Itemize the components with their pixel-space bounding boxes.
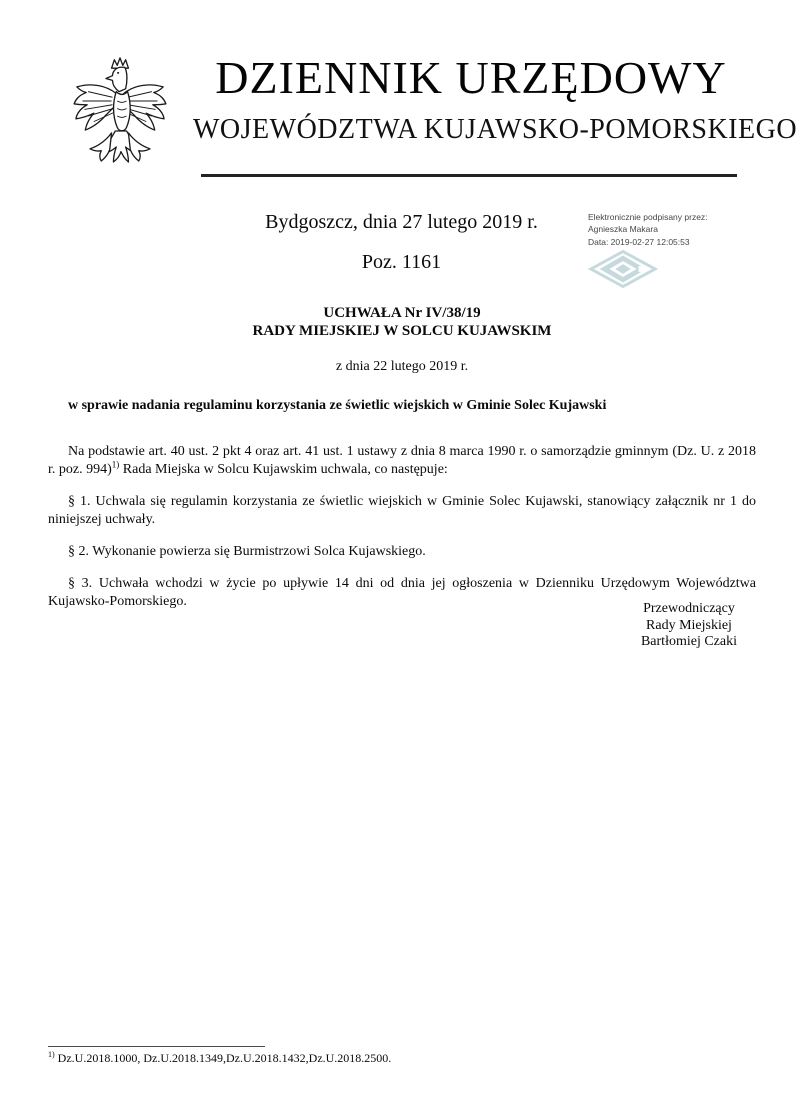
journal-subtitle: WOJEWÓDZTWA KUJAWSKO-POMORSKIEGO <box>193 114 798 145</box>
preamble-paragraph <box>48 443 756 479</box>
footnote-reference: 1) <box>111 459 120 470</box>
paragraph-1 <box>48 493 756 529</box>
esignature-block <box>588 211 728 248</box>
resolution-body <box>48 304 756 625</box>
signature-name: Bartłomiej Czaki <box>640 634 737 649</box>
position-number: Poz. 1161 <box>361 251 442 273</box>
preamble-text-2: Rada Miejska w Solcu Kujawskim uchwala, co następuje: <box>119 462 448 477</box>
resolution-subject: w sprawie nadania regulaminu korzystania ze świetlic wiejskich w Gminie Solec Kujawski <box>68 398 607 413</box>
esignature-signer: Agnieszka Makara <box>588 224 658 235</box>
footnote-divider <box>48 1046 265 1047</box>
resolution-title-line2: RADY MIEJSKIEJ W SOLCU KUJAWSKIM <box>252 323 552 339</box>
signature-role: Przewodniczący <box>643 601 735 616</box>
paragraph-2-marker: § 2. <box>68 544 89 559</box>
esignature-label: Elektronicznie podpisany przez: <box>588 212 708 222</box>
header-divider <box>201 174 737 177</box>
signature-body: Rady Miejskiej <box>646 617 732 633</box>
resolution-title-line1: UCHWAŁA Nr IV/38/19 <box>323 305 481 321</box>
footnote <box>48 1051 748 1066</box>
journal-header <box>193 52 798 147</box>
esignature-date: Data: 2019-02-27 12:05:53 <box>588 236 690 247</box>
paragraph-2-text: Wykonanie powierza się Burmistrzowi Solca Kujawskiego. <box>89 544 426 559</box>
paragraph-3-text: Uchwała wchodzi w życie po upływie 14 dni od dnia jej ogłoszenia w Dzienniku Urzędowym Województwa Kujawsko-Pomorskiego. <box>48 576 757 609</box>
resolution-date: z dnia 22 lutego 2019 r. <box>335 359 469 374</box>
paragraph-2 <box>48 543 756 561</box>
signature-block <box>641 601 737 651</box>
place-date-line: Bydgoszcz, dnia 27 lutego 2019 r. <box>265 211 538 233</box>
footnote-marker: 1) <box>48 1050 55 1059</box>
footnote-text: Dz.U.2018.1000, Dz.U.2018.1349,Dz.U.2018.1432,Dz.U.2018.2500. <box>54 1051 392 1065</box>
journal-title: DZIENNIK URZĘDOWY <box>215 52 727 103</box>
paragraph-1-marker: § 1. <box>68 494 91 509</box>
preamble-text-1: Na podstawie art. 40 ust. 2 pkt 4 oraz art. 41 ust. 1 ustawy z dnia 8 marca 1990 r. o samorządzie gminnym (Dz. U. z 2018 r. poz. 994) <box>48 444 756 477</box>
esignature-seal-icon <box>588 249 658 289</box>
paragraph-3-marker: § 3. <box>68 576 93 591</box>
polish-eagle-icon <box>72 56 168 176</box>
paragraph-1-text: Uchwala się regulamin korzystania ze świetlic wiejskich w Gminie Solec Kujawski, stanowiący załącznik nr 1 do niniejszej uchwały. <box>48 494 756 527</box>
